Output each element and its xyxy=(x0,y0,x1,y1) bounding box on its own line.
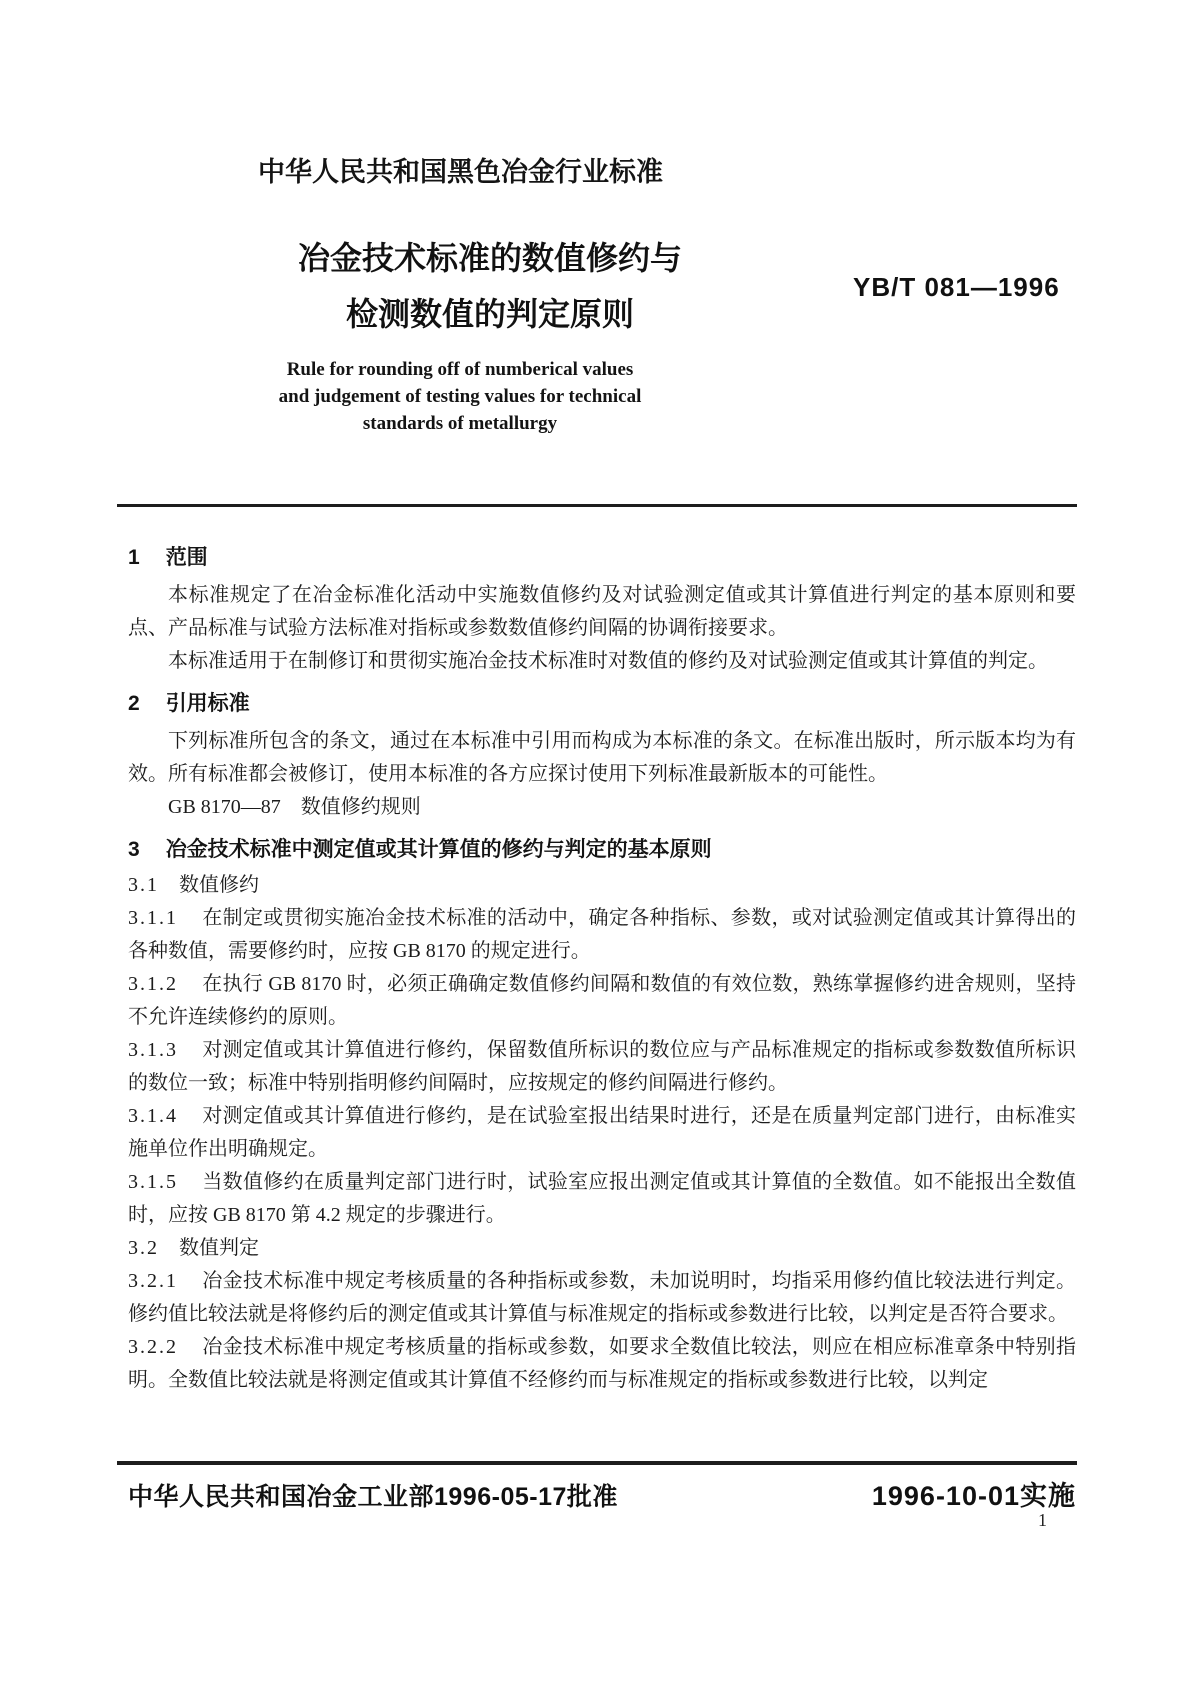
section-1-heading xyxy=(128,543,1076,573)
clause-3-1-4 xyxy=(128,1100,1076,1166)
section-1-paragraph-1: 本标准规定了在冶金标准化活动中实施数值修约及对试验测定值或其计算值进行判定的基本原则和要点、产品标准与试验方法标准对指标或参数数值修约间隔的协调衔接要求。 xyxy=(128,584,1076,639)
clause-3-1-text: 数值修约 xyxy=(179,874,259,896)
section-2-paragraph-1: 下列标准所包含的条文，通过在本标准中引用而构成为本标准的条文。在标准出版时，所示版本均为有效。所有标准都会被修订，使用本标准的各方应探讨使用下列标准最新版本的可能性。 xyxy=(128,730,1076,785)
standard-type-label: 中华人民共和国黑色冶金行业标准 xyxy=(258,157,663,187)
footer-divider xyxy=(117,1461,1077,1465)
section-2-title: 引用标准 xyxy=(165,692,250,715)
clause-3-1-5 xyxy=(128,1166,1076,1232)
clause-3-2-text: 数值判定 xyxy=(179,1237,259,1259)
section-1-number: 1 xyxy=(128,546,140,569)
clause-3-1-1 xyxy=(128,902,1076,968)
clause-3-1-2-number: 3.1.2 xyxy=(128,973,178,995)
clause-3-2-number: 3.2 xyxy=(128,1237,159,1259)
implementation-date: 1996-10-01实施 xyxy=(871,1481,1076,1511)
clause-3-1-3-text: 对测定值或其计算值进行修约，保留数值所标识的数位应与产品标准规定的指标或参数数值所标识的数位一致；标准中特别指明修约间隔时，应按规定的修约间隔进行修约。 xyxy=(128,1039,1076,1094)
page-number: 1 xyxy=(1038,1510,1047,1530)
clause-3-2-1 xyxy=(128,1265,1076,1331)
header-divider xyxy=(117,504,1077,507)
clause-3-2-2 xyxy=(128,1331,1076,1397)
clause-3-1-4-number: 3.1.4 xyxy=(128,1105,178,1127)
approval-statement: 中华人民共和国冶金工业部1996-05-17批准 xyxy=(128,1483,618,1511)
section-3-heading xyxy=(128,835,1076,865)
footer xyxy=(128,1474,1076,1513)
clause-3-2-2-text: 冶金技术标准中规定考核质量的指标或参数，如要求全数值比较法，则应在相应标准章条中特别指明。全数值比较法就是将测定值或其计算值不经修约而与标准规定的指标或参数进行比较，以判定 xyxy=(128,1336,1076,1391)
clause-3-1-4-text: 对测定值或其计算值进行修约，是在试验室报出结果时进行，还是在质量判定部门进行，由标准实施单位作出明确规定。 xyxy=(128,1105,1076,1160)
clause-3-1-2-text: 在执行 GB 8170 时，必须正确确定数值修约间隔和数值的有效位数，熟练掌握修约进舍规则，坚持不允许连续修约的原则。 xyxy=(128,973,1076,1028)
clause-3-1-1-text: 在制定或贯彻实施冶金技术标准的活动中，确定各种指标、参数，或对试验测定值或其计算得出的各种数值，需要修约时，应按 GB 8170 的规定进行。 xyxy=(128,907,1076,962)
clause-3-2 xyxy=(128,1232,1076,1265)
section-2-number: 2 xyxy=(128,692,140,715)
english-title-line2: and judgement of testing values for technical xyxy=(278,386,642,407)
clause-3-2-1-number: 3.2.1 xyxy=(128,1270,178,1292)
clause-3-1-number: 3.1 xyxy=(128,874,159,896)
referenced-standard: GB 8170—87 数值修约规则 xyxy=(168,796,421,818)
clause-3-2-1-text: 冶金技术标准中规定考核质量的各种指标或参数，未加说明时，均指采用修约值比较法进行判定。修约值比较法就是将修约后的测定值或其计算值与标准规定的指标或参数进行比较，以判定是否符合要求。 xyxy=(128,1270,1076,1325)
english-title xyxy=(160,356,760,437)
document-title-line2: 检测数值的判定原则 xyxy=(345,296,634,332)
clause-3-1-3 xyxy=(128,1034,1076,1100)
document-title-line1: 冶金技术标准的数值修约与 xyxy=(297,240,682,276)
clause-3-2-2-number: 3.2.2 xyxy=(128,1336,178,1358)
section-3-number: 3 xyxy=(128,838,140,861)
clause-3-1-2 xyxy=(128,968,1076,1034)
section-1-title: 范围 xyxy=(165,546,208,569)
document-title xyxy=(150,230,830,342)
section-2-heading xyxy=(128,689,1076,719)
section-3-title: 冶金技术标准中测定值或其计算值的修约与判定的基本原则 xyxy=(165,838,712,861)
standard-code: YB/T 081—1996 xyxy=(853,272,1060,302)
clause-3-1-1-number: 3.1.1 xyxy=(128,907,178,929)
clause-3-1-3-number: 3.1.3 xyxy=(128,1039,178,1061)
document-body xyxy=(128,532,1076,1397)
section-1-paragraph-2: 本标准适用于在制修订和贯彻实施冶金技术标准时对数值的修约及对试验测定值或其计算值的判定。 xyxy=(168,650,1048,672)
clause-3-1 xyxy=(128,869,1076,902)
english-title-line3: standards of metallurgy xyxy=(362,413,558,434)
english-title-line1: Rule for rounding off of numberical values xyxy=(286,359,634,380)
clause-3-1-5-number: 3.1.5 xyxy=(128,1171,178,1193)
clause-3-1-5-text: 当数值修约在质量判定部门进行时，试验室应报出测定值或其计算值的全数值。如不能报出全数值时，应按 GB 8170 第 4.2 规定的步骤进行。 xyxy=(128,1171,1076,1226)
